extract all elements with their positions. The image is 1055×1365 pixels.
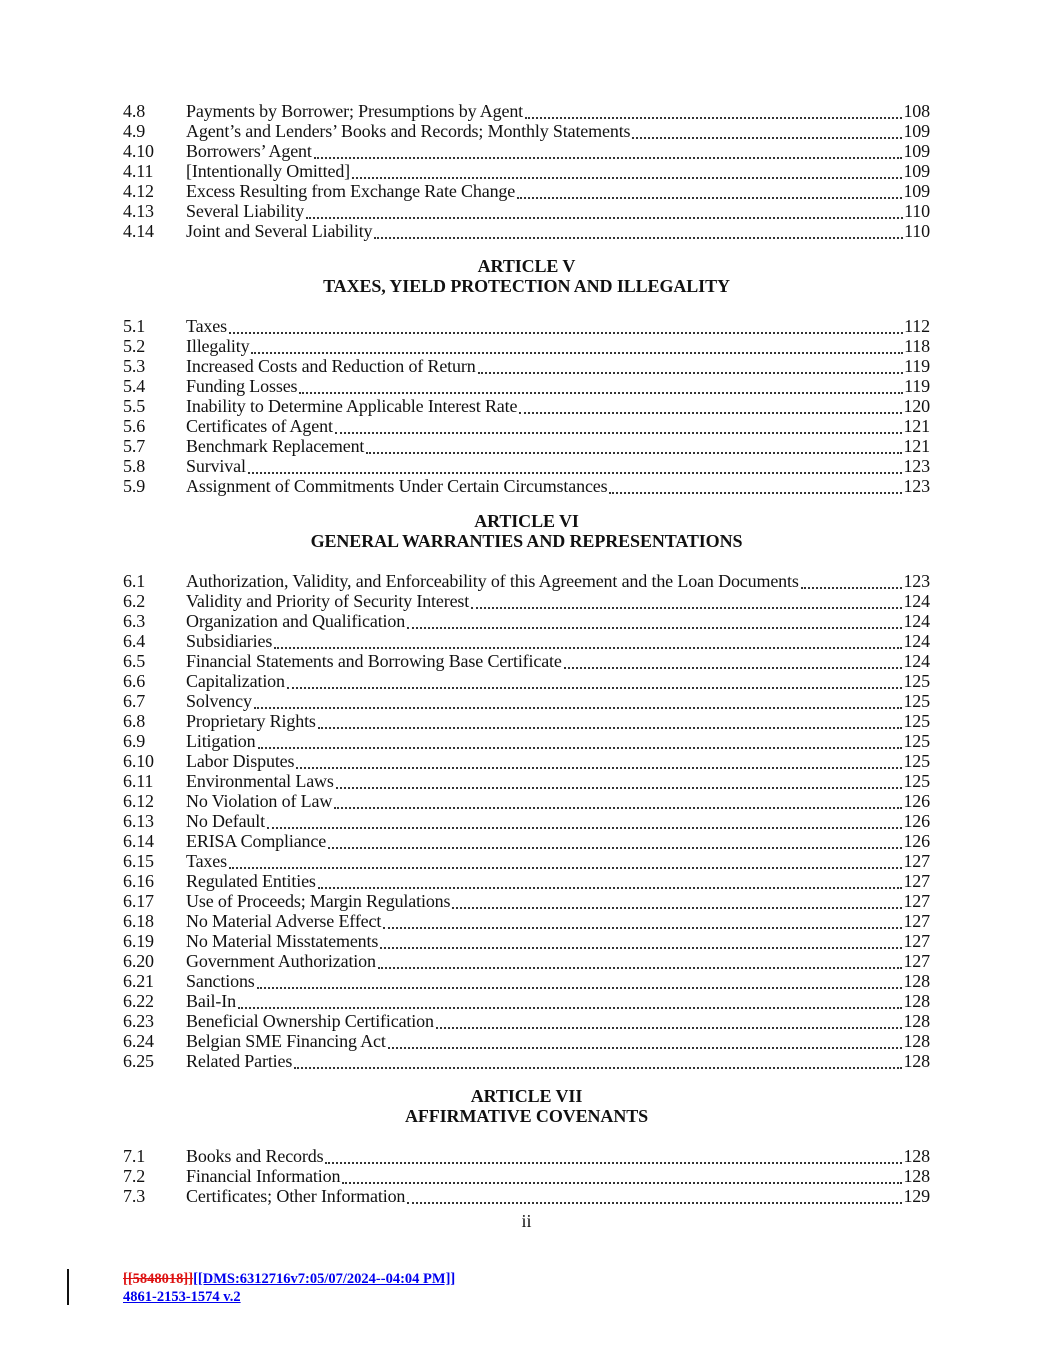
toc-entry-title: Beneficial Ownership Certification: [186, 1011, 434, 1031]
toc-entry-title: Capitalization: [186, 671, 285, 691]
toc-entry-number: 6.18: [123, 911, 154, 931]
toc-entry: [123, 141, 930, 161]
toc-entry-page: 129: [903, 1186, 930, 1206]
article-label: ARTICLE VII: [470, 1086, 583, 1106]
toc-entry: [123, 671, 930, 691]
toc-entry-title: Litigation: [186, 731, 256, 751]
toc-content: [123, 0, 930, 1231]
dot-leader: [325, 1162, 902, 1164]
toc-entry-number: 4.14: [123, 221, 154, 241]
toc-entry-page: 127: [903, 851, 930, 871]
dot-leader: [519, 412, 902, 414]
toc-entry-number: 6.7: [123, 691, 146, 711]
toc-entry-page: 125: [903, 691, 930, 711]
toc-entry-number: 6.15: [123, 851, 154, 871]
document-id-footer: [123, 1270, 455, 1306]
toc-entry-title: Agent’s and Lenders’ Books and Records; Monthly Statements: [186, 121, 631, 141]
dot-leader: [314, 157, 903, 159]
toc-entry-page: 110: [904, 221, 930, 241]
toc-entry-number: 6.21: [123, 971, 154, 991]
toc-entry-page: 128: [903, 1146, 930, 1166]
toc-entry-page: 128: [903, 971, 930, 991]
toc-entry-title: Bail-In: [186, 991, 236, 1011]
toc-entry-page: 124: [903, 651, 930, 671]
toc-entry-number: 4.10: [123, 141, 154, 161]
dot-leader: [478, 372, 904, 374]
dot-leader: [306, 217, 903, 219]
article-subtitle: AFFIRMATIVE COVENANTS: [404, 1106, 649, 1126]
toc-entry-number: 6.24: [123, 1031, 154, 1051]
dot-leader: [274, 647, 902, 649]
toc-entry-number: 6.2: [123, 591, 146, 611]
toc-entry: [123, 1146, 930, 1166]
toc-entry-title: Funding Losses: [186, 376, 298, 396]
toc-entry-page: 123: [903, 571, 930, 591]
toc-entry: [123, 101, 930, 121]
toc-entry-number: 4.8: [123, 101, 146, 121]
toc-entry-number: 6.12: [123, 791, 154, 811]
change-bar: [67, 1269, 69, 1305]
toc-entry-number: 6.13: [123, 811, 154, 831]
article-heading: [123, 1086, 930, 1126]
toc-entry-page: 128: [903, 1166, 930, 1186]
toc-entry-title: Joint and Several Liability: [186, 221, 373, 241]
toc-entry: [123, 991, 930, 1011]
toc-entry-title: Financial Information: [186, 1166, 341, 1186]
toc-entry-page: 118: [904, 336, 930, 356]
dot-leader: [328, 847, 902, 849]
toc-entry: [123, 711, 930, 731]
toc-entry-title: Subsidiaries: [186, 631, 273, 651]
toc-entry: [123, 871, 930, 891]
toc-entry-number: 6.20: [123, 951, 154, 971]
toc-entry-number: 6.8: [123, 711, 146, 731]
toc-entry-page: 128: [903, 1051, 930, 1071]
toc-entry-page: 127: [903, 871, 930, 891]
toc-entry: [123, 591, 930, 611]
toc-entry-title: Proprietary Rights: [186, 711, 316, 731]
toc-entry: [123, 1166, 930, 1186]
dot-leader: [407, 1202, 902, 1204]
toc-entry-number: 4.9: [123, 121, 146, 141]
article-label: ARTICLE VI: [474, 511, 579, 531]
toc-entry-title: Organization and Qualification: [186, 611, 406, 631]
toc-entry-title: Sanctions: [186, 971, 255, 991]
toc-entry-page: 124: [903, 591, 930, 611]
toc-entry: [123, 811, 930, 831]
toc-entry-number: 7.1: [123, 1146, 146, 1166]
toc-entry: [123, 751, 930, 771]
toc-entry-number: 6.5: [123, 651, 146, 671]
dot-leader: [238, 1007, 903, 1009]
toc-entry-number: 6.10: [123, 751, 154, 771]
toc-entry: [123, 911, 930, 931]
toc-entry-title: Assignment of Commitments Under Certain Circumstances: [186, 476, 608, 496]
toc-entry-page: 119: [904, 376, 930, 396]
dot-leader: [257, 987, 903, 989]
toc-entry: [123, 456, 930, 476]
toc-list: [123, 0, 930, 1206]
toc-entry-title: Borrowers’ Agent: [186, 141, 312, 161]
dot-leader: [254, 707, 903, 709]
dot-leader: [471, 607, 902, 609]
toc-entry: [123, 416, 930, 436]
toc-entry-page: 128: [903, 1011, 930, 1031]
toc-entry-title: Benchmark Replacement: [186, 436, 365, 456]
toc-entry-number: 5.3: [123, 356, 146, 376]
toc-entry-page: 125: [903, 731, 930, 751]
toc-entry: [123, 791, 930, 811]
dms-document-id: [[DMS:6312716v7:05/07/2024--04:04 PM]]: [193, 1271, 456, 1287]
toc-entry-title: Government Authorization: [186, 951, 376, 971]
toc-entry-number: 6.14: [123, 831, 154, 851]
toc-entry-title: Financial Statements and Borrowing Base Certificate: [186, 651, 562, 671]
toc-entry-page: 125: [903, 751, 930, 771]
toc-entry-page: 109: [903, 141, 930, 161]
toc-entry-title: Validity and Priority of Security Interest: [186, 591, 470, 611]
toc-entry-title: Certificates; Other Information: [186, 1186, 406, 1206]
toc-entry-number: 6.25: [123, 1051, 154, 1071]
dot-leader: [436, 1027, 903, 1029]
toc-entry: [123, 1031, 930, 1051]
dot-leader: [383, 927, 902, 929]
dot-leader: [229, 867, 902, 869]
toc-entry-number: 5.5: [123, 396, 146, 416]
toc-entry-page: 127: [903, 931, 930, 951]
toc-entry: [123, 631, 930, 651]
footer-line-1: [123, 1270, 455, 1288]
toc-entry-title: Increased Costs and Reduction of Return: [186, 356, 476, 376]
toc-entry-title: Excess Resulting from Exchange Rate Change: [186, 181, 516, 201]
toc-entry-title: No Violation of Law: [186, 791, 333, 811]
toc-entry-number: 5.6: [123, 416, 146, 436]
document-version-id: 4861-2153-1574 v.2: [123, 1289, 241, 1305]
dot-leader: [609, 492, 902, 494]
toc-entry: [123, 336, 930, 356]
dot-leader: [318, 727, 903, 729]
toc-entry-number: 5.8: [123, 456, 146, 476]
dot-leader: [374, 237, 903, 239]
toc-entry-title: Labor Disputes: [186, 751, 295, 771]
toc-entry-title: Books and Records: [186, 1146, 324, 1166]
dot-leader: [294, 1067, 902, 1069]
toc-entry-title: Authorization, Validity, and Enforceability of this Agreement and the Loan Documents: [186, 571, 799, 591]
toc-entry-number: 6.11: [123, 771, 154, 791]
toc-entry-page: 126: [903, 811, 930, 831]
toc-entry: [123, 651, 930, 671]
toc-entry-title: Taxes: [186, 851, 227, 871]
toc-entry-title: Solvency: [186, 691, 252, 711]
dot-leader: [318, 887, 903, 889]
toc-entry: [123, 571, 930, 591]
toc-entry-title: Regulated Entities: [186, 871, 316, 891]
toc-entry-number: 5.4: [123, 376, 146, 396]
toc-entry-number: 5.9: [123, 476, 146, 496]
toc-entry-page: 119: [904, 356, 930, 376]
dot-leader: [525, 117, 902, 119]
toc-entry-number: 6.6: [123, 671, 146, 691]
toc-entry-page: 124: [903, 611, 930, 631]
dot-leader: [336, 787, 903, 789]
toc-entry: [123, 396, 930, 416]
toc-entry-page: 127: [903, 911, 930, 931]
dot-leader: [352, 177, 902, 179]
toc-entry-page: 124: [903, 631, 930, 651]
toc-entry-number: 6.22: [123, 991, 154, 1011]
dot-leader: [267, 827, 902, 829]
toc-entry: [123, 851, 930, 871]
toc-entry-title: No Material Adverse Effect: [186, 911, 382, 931]
dot-leader: [299, 392, 903, 394]
toc-entry: [123, 771, 930, 791]
dot-leader: [366, 452, 902, 454]
toc-entry-number: 6.4: [123, 631, 146, 651]
article-subtitle: GENERAL WARRANTIES AND REPRESENTATIONS: [310, 531, 743, 551]
toc-entry-page: 123: [903, 456, 930, 476]
toc-entry-title: Belgian SME Financing Act: [186, 1031, 386, 1051]
dot-leader: [378, 967, 903, 969]
toc-entry-title: Inability to Determine Applicable Interest Rate: [186, 396, 518, 416]
toc-entry: [123, 931, 930, 951]
toc-entry-number: 6.23: [123, 1011, 154, 1031]
dot-leader: [517, 197, 902, 199]
toc-entry: [123, 161, 930, 181]
toc-entry: [123, 971, 930, 991]
toc-entry-page: 108: [903, 101, 930, 121]
toc-entry-page: 112: [904, 316, 930, 336]
toc-entry-page: 123: [903, 476, 930, 496]
toc-entry-title: Payments by Borrower; Presumptions by Agent: [186, 101, 524, 121]
toc-entry-title: Use of Proceeds; Margin Regulations: [186, 891, 451, 911]
toc-entry-title: No Material Misstatements: [186, 931, 379, 951]
toc-entry: [123, 831, 930, 851]
dot-leader: [380, 947, 902, 949]
toc-entry: [123, 356, 930, 376]
toc-entry-number: 6.17: [123, 891, 154, 911]
toc-entry: [123, 951, 930, 971]
dot-leader: [251, 352, 903, 354]
dot-leader: [388, 1047, 903, 1049]
toc-entry-page: 126: [903, 791, 930, 811]
deleted-document-id: [[5848018]]: [123, 1271, 194, 1287]
toc-entry-title: Certificates of Agent: [186, 416, 333, 436]
dot-leader: [229, 332, 903, 334]
dot-leader: [258, 747, 903, 749]
dot-leader: [335, 432, 903, 434]
toc-entry-page: 120: [903, 396, 930, 416]
dot-leader: [248, 472, 903, 474]
toc-entry-title: Related Parties: [186, 1051, 293, 1071]
toc-entry-page: 128: [903, 1031, 930, 1051]
toc-entry: [123, 731, 930, 751]
toc-entry-number: 6.1: [123, 571, 146, 591]
toc-entry-page: 125: [903, 771, 930, 791]
dot-leader: [287, 687, 903, 689]
toc-entry-title: No Default: [186, 811, 265, 831]
toc-entry: [123, 181, 930, 201]
toc-entry-number: 4.11: [123, 161, 154, 181]
toc-entry-number: 7.2: [123, 1166, 146, 1186]
toc-entry-title: Several Liability: [186, 201, 304, 221]
toc-entry-page: 109: [903, 121, 930, 141]
toc-entry: [123, 221, 930, 241]
toc-entry: [123, 1011, 930, 1031]
toc-entry-page: 110: [904, 201, 930, 221]
toc-entry: [123, 436, 930, 456]
toc-entry-number: 5.7: [123, 436, 146, 456]
toc-entry: [123, 891, 930, 911]
toc-entry-title: Survival: [186, 456, 246, 476]
toc-entry-page: 128: [903, 991, 930, 1011]
article-heading: [123, 511, 930, 551]
dot-leader: [564, 667, 903, 669]
dot-leader: [296, 767, 902, 769]
toc-entry-page: 121: [903, 436, 930, 456]
toc-entry-number: 6.3: [123, 611, 146, 631]
toc-entry-number: 7.3: [123, 1186, 146, 1206]
toc-entry-number: 4.12: [123, 181, 154, 201]
toc-entry: [123, 316, 930, 336]
toc-entry: [123, 691, 930, 711]
dot-leader: [452, 907, 902, 909]
toc-entry-number: 6.9: [123, 731, 146, 751]
dot-leader: [801, 587, 903, 589]
toc-entry-number: 6.16: [123, 871, 154, 891]
toc-entry: [123, 1051, 930, 1071]
toc-entry: [123, 1186, 930, 1206]
toc-entry-title: Illegality: [186, 336, 250, 356]
dot-leader: [632, 137, 902, 139]
dot-leader: [342, 1182, 902, 1184]
toc-entry: [123, 201, 930, 221]
toc-entry-page: 126: [903, 831, 930, 851]
page-number: ii: [521, 1211, 532, 1231]
toc-entry-page: 127: [903, 891, 930, 911]
toc-entry-page: 125: [903, 711, 930, 731]
toc-entry-title: [Intentionally Omitted]: [186, 161, 351, 181]
toc-entry-number: 5.1: [123, 316, 146, 336]
article-subtitle: TAXES, YIELD PROTECTION AND ILLEGALITY: [323, 276, 730, 296]
toc-entry-title: Taxes: [186, 316, 227, 336]
toc-entry-title: Environmental Laws: [186, 771, 334, 791]
toc-entry-page: 109: [903, 181, 930, 201]
toc-entry: [123, 121, 930, 141]
toc-entry-page: 125: [903, 671, 930, 691]
toc-entry: [123, 376, 930, 396]
toc-entry: [123, 476, 930, 496]
toc-entry-title: ERISA Compliance: [186, 831, 327, 851]
toc-entry-number: 5.2: [123, 336, 146, 356]
toc-entry-page: 121: [903, 416, 930, 436]
toc-entry-number: 6.19: [123, 931, 154, 951]
dot-leader: [334, 807, 902, 809]
toc-entry-number: 4.13: [123, 201, 154, 221]
toc-entry-page: 127: [903, 951, 930, 971]
article-label: ARTICLE V: [477, 256, 576, 276]
toc-entry-page: 109: [903, 161, 930, 181]
dot-leader: [407, 627, 902, 629]
article-heading: [123, 256, 930, 296]
toc-entry: [123, 611, 930, 631]
